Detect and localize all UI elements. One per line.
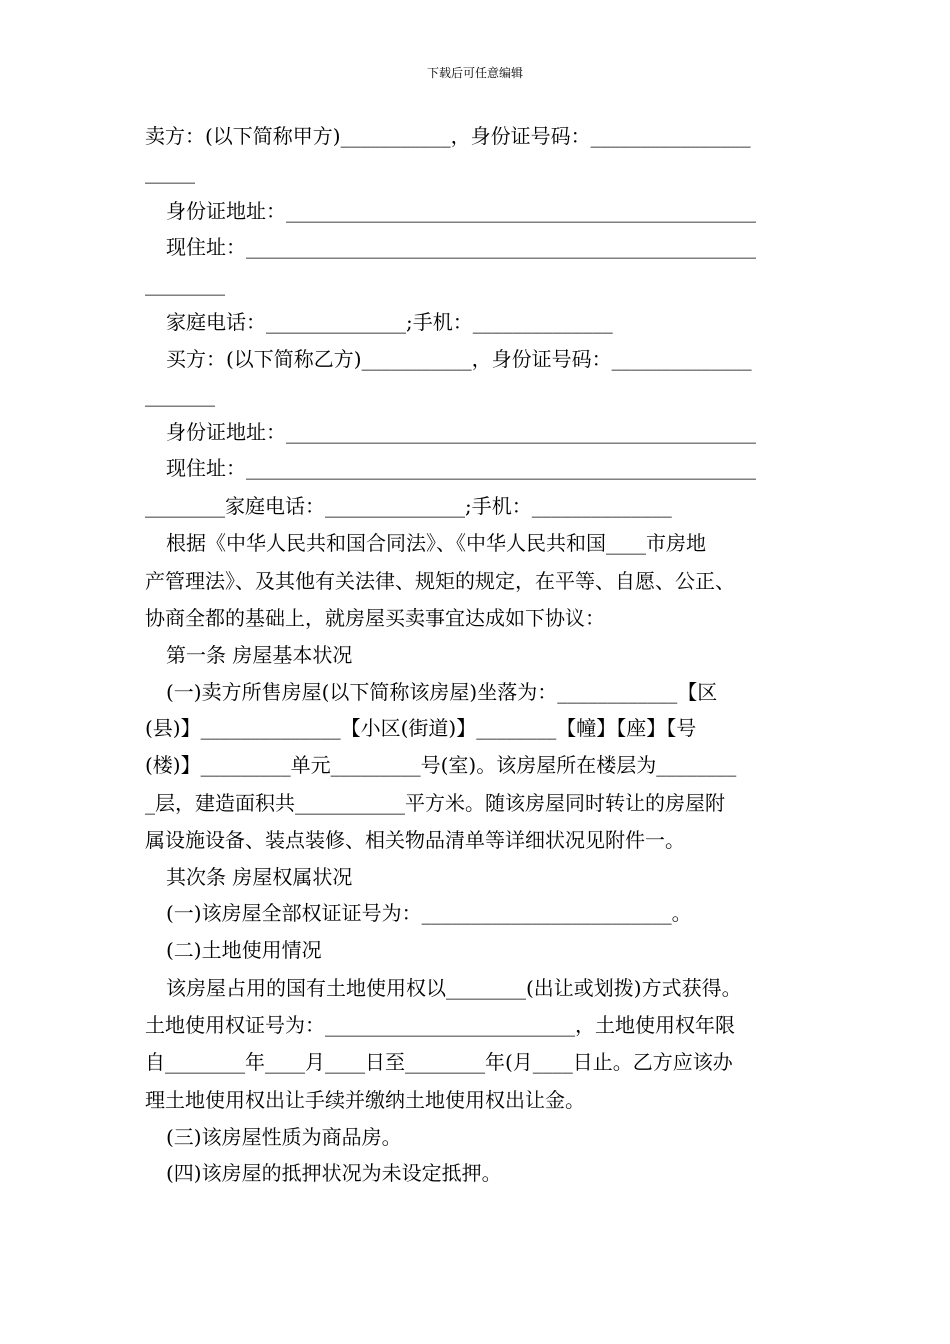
land-use-paragraph-3: 自________年____月____日至________年(月____日止。乙方应该办 [145,1050,733,1074]
paragraph-legal-basis-3: 协商全都的基础上，就房屋买卖事宜达成如下协议： [145,606,605,630]
seller-phone: 家庭电话：______________;手机：______________ [166,310,613,334]
seller-id-continuation: _____ [145,160,195,184]
buyer-phone: ________家庭电话：______________;手机：______________ [145,494,672,518]
article-one-item-1-l5: 属设施设备、装点装修、相关物品清单等详细状况见附件一。 [145,828,685,852]
buyer-line: 买方：(以下简称乙方)___________，身份证号码：______________ [166,347,752,371]
article-two-title: 其次条 房屋权属状况 [166,865,353,889]
seller-id-address: 身份证地址：_______________________________________________ [166,199,756,223]
article-one-item-1-l3: (楼)】_________单元_________号(室)。该房屋所在楼层为________ [145,753,737,777]
article-one-item-1-l4: _层，建造面积共___________平方米。随该房屋同时转让的房屋附 [145,791,725,815]
seller-current-address: 现住址：___________________________________________________ [166,235,756,259]
article-one-item-1-l2: (县)】______________【小区(街道)】________【幢】【座】【号 [145,716,697,740]
article-two-item-4: (四)该房屋的抵押状况为未设定抵押。 [166,1161,502,1185]
article-one-title: 第一条 房屋基本状况 [166,643,353,667]
article-one-item-1: (一)卖方所售房屋(以下简称该房屋)坐落为：____________【区 [166,680,718,704]
land-use-paragraph-4: 理土地使用权出让手续并缴纳土地使用权出让金。 [145,1088,585,1112]
land-use-paragraph: 该房屋占用的国有土地使用权以________(出让或划拨)方式获得。 [166,976,742,1000]
paragraph-legal-basis: 根据《中华人民共和国合同法》、《中华人民共和国____市房地 [166,531,706,555]
article-two-item-1: (一)该房屋全部权证证号为：_________________________。 [166,901,692,925]
seller-address-continuation: ________ [145,272,225,296]
seller-line: 卖方：(以下简称甲方)___________，身份证号码：________________ [145,124,751,148]
buyer-id-continuation: _______ [145,383,215,407]
buyer-id-address: 身份证地址：_______________________________________________ [166,420,756,444]
page-header: 下载后可任意编辑 [426,66,523,80]
article-two-item-3: (三)该房屋性质为商品房。 [166,1125,402,1149]
article-two-item-2: (二)土地使用情况 [166,938,322,962]
land-use-paragraph-2: 土地使用权证号为：_________________________，土地使用权年限 [145,1013,735,1037]
buyer-current-address: 现住址：___________________________________________________ [166,456,756,480]
paragraph-legal-basis-2: 产管理法》、及其他有关法律、规矩的规定，在平等、自愿、公正、 [145,569,735,593]
